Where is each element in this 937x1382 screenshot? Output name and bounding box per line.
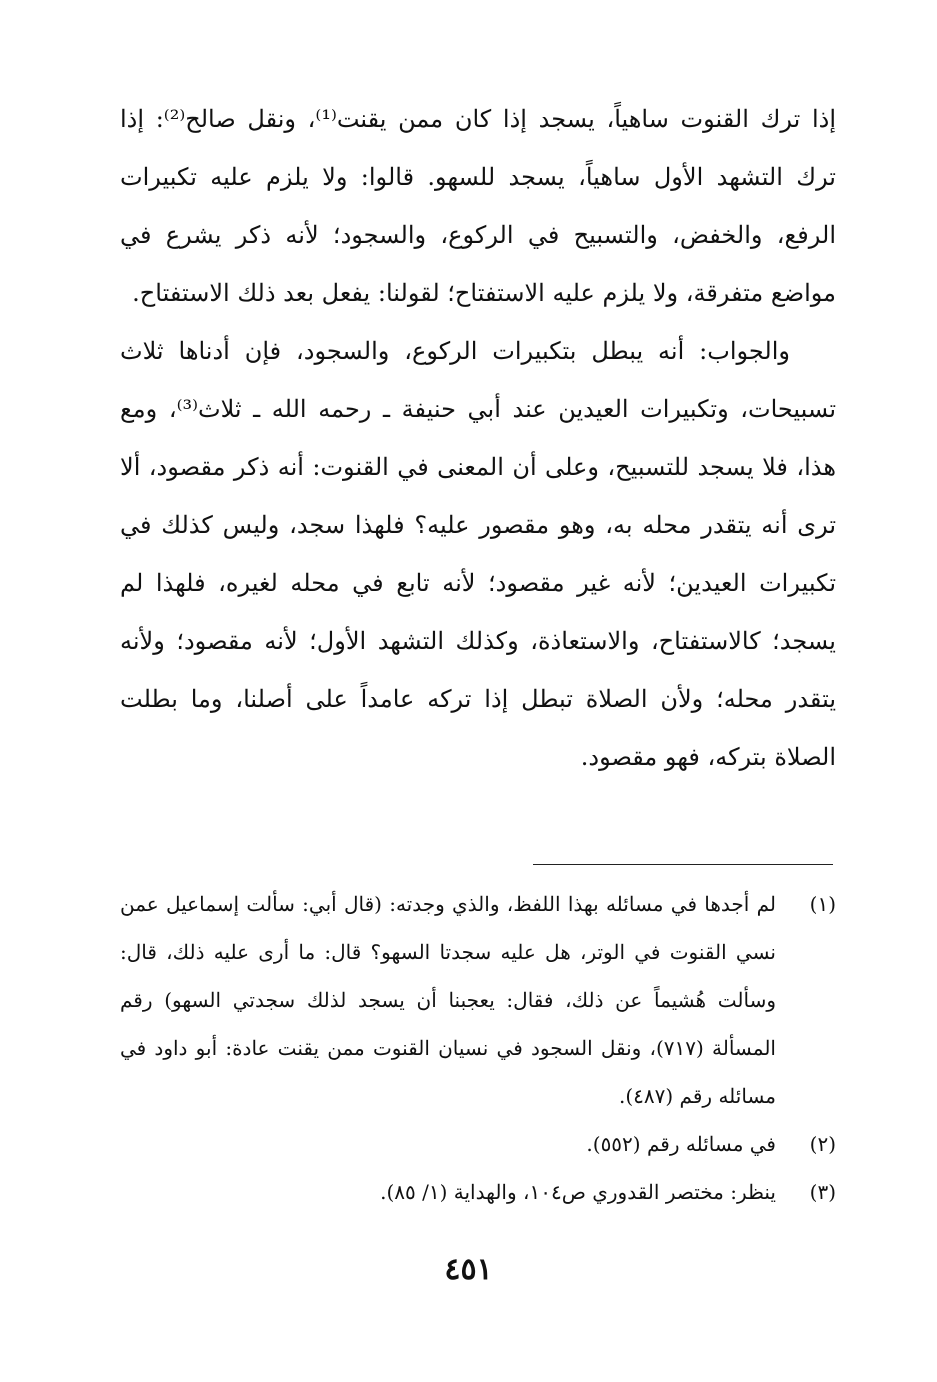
paragraph: والجواب: أنه يبطل بتكبيرات الركوع، والسجود، فإن أدناها ثلاث تسبيحات، وتكبيرات العيدين عند أبي حنيفة ـ رحمه الله ـ ثلاث⁽³⁾، ومع هذا، فلا يسجد للتسبيح، وعلى أن المعنى في القنوت: أنه ذكر مقصود، ألا ترى أنه يتقدر محله به، وهو مقصور عليه؟ فلهذا سجد، وليس كذلك في تكبيرات العيدين؛ لأنه غير مقصود؛ لأنه تابع في محله لغيره، فلهذا لم يسجد؛ كالاستفتاح، والاستعاذة، وكذلك التشهد الأول؛ لأنه مقصود؛ ولأنه يتقدر محله؛ ولأن الصلاة تبطل إذا تركه عامداً على أصلنا، وما بطلت الصلاة بتركه، فهو مقصود.: [120, 337, 836, 771]
footnote-text: في مسائله رقم (٥٥٢).: [586, 1132, 776, 1156]
footnotes: [120, 880, 836, 1216]
footnote-separator: [533, 864, 833, 865]
paragraph: إذا ترك القنوت ساهياً، يسجد إذا كان ممن يقنت⁽¹⁾، ونقل صالح⁽²⁾: إذا ترك التشهد الأول ساهياً، يسجد للسهو. قالوا: ولا يلزم عليه تكبيرات الرفع، والخفض، والتسبيح في الركوع، والسجود؛ لأنه ذكر يشرع في مواضع متفرقة، ولا يلزم عليه الاستفتاح؛ لقولنا: يفعل بعد ذلك الاستفتاح.: [120, 105, 837, 307]
footnote-text: ينظر: مختصر القدوري ص١٠٤، والهداية (١/ ٨٥).: [380, 1180, 776, 1204]
footnote-marker: (٢): [809, 1132, 836, 1156]
footnote: [120, 1120, 836, 1168]
footnote-marker: (٣): [809, 1180, 836, 1204]
page-number: ٤٥١: [444, 1252, 493, 1287]
footnote-text: لم أجدها في مسائله بهذا اللفظ، والذي وجدته: (قال أبي: سألت إسماعيل عمن نسي القنوت في الوتر، هل عليه سجدتا السهو؟ قال: ما أرى عليه ذلك، قال: وسألت هُشيماً عن ذلك، فقال: يعجبنا أن يسجد لذلك سجدتي السهو) رقم المسألة (٧١٧)، ونقل السجود في نسيان القنوت ممن يقنت عادة: أبو داود في مسائله رقم (٤٨٧).: [120, 892, 776, 1108]
footnote: [120, 1168, 836, 1216]
main-text: [120, 90, 836, 786]
footnote: [120, 880, 836, 1120]
footnote-marker: (١): [809, 892, 836, 916]
